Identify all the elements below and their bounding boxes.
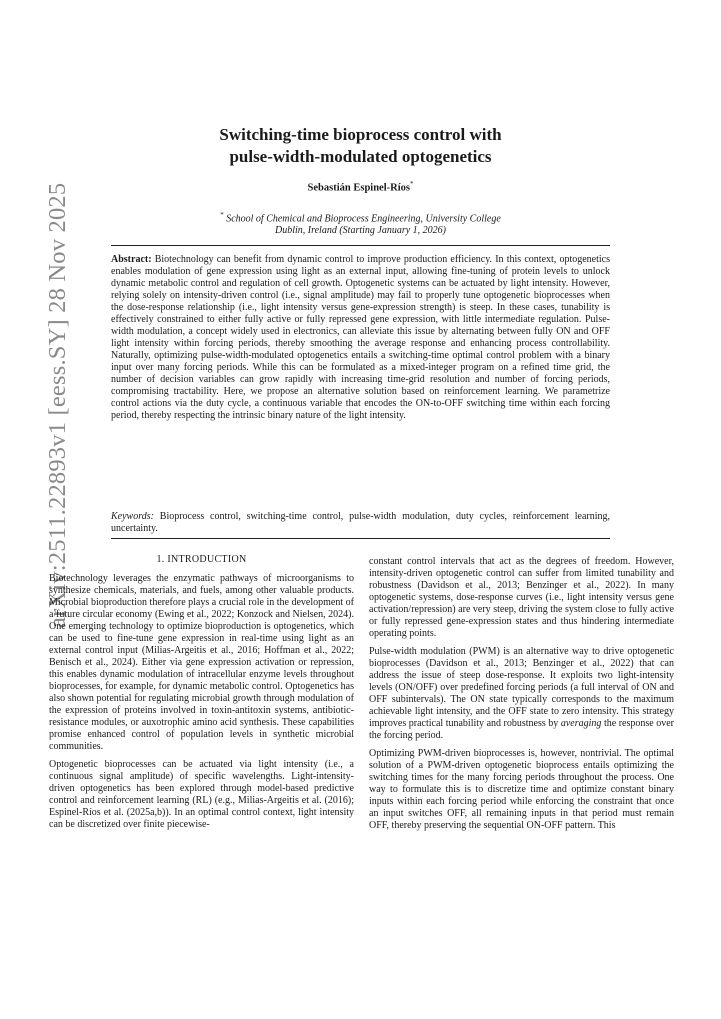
- abstract-block: [111, 254, 610, 422]
- author-text: Sebastián Espinel-Ríos: [307, 182, 410, 194]
- keywords-label: Keywords:: [111, 511, 154, 522]
- right-column: [369, 556, 674, 838]
- intro-paragraph-1: Biotechnology leverages the enzymatic pathways of microorganisms to synthesize chemicals, materials, and fuels, among other valuable products. Microbial bioproduction therefore plays a crucial role in the development of a future circular economy (Ewing et al., 2022; Konzock and Nielsen, 2024). One emerging technology to optimize bioproduction is optogenetics, which can be used to fine-tune gene expression in real-time using light as an external control input (Milias-Argeitis et al., 2016; Hoffman et al., 2022; Benisch et al., 2024). Either via gene expression activation or repression, this enables dynamic modulation of intracellular enzyme levels throughout bioprocesses, for example, for dynamic metabolic control. Optogenetics has also shown potential for regulating microbial growth through modulation of the expression of proteins involved in toxin-antitoxin systems, antibiotic-resistance modules, or auxotrophic amino acid synthesis. These capabilities promise enhanced control of population levels in synthetic microbial communities.: [49, 573, 354, 752]
- affiliation-mark: *: [220, 211, 224, 219]
- abstract-text: Biotechnology can benefit from dynamic control to improve production efficiency. In this context, optogenetics enables modulation of gene expression using light as an external input, allowing fine-tuning of protein levels to unlock dynamic metabolic control and regulation of cell growth. Optogenetic systems can be actuated by light intensity. However, relying solely on intensity-driven control (i.e., signal amplitude) may fail to properly tune optogenetic bioprocesses when the dose-response relationship (i.e., light intensity versus gene-expression strength) is steep. In these cases, tunability is effectively constrained to either fully active or fully repressed gene expression, with little intermediate regulation. Pulse-width modulation, a concept widely used in electronics, can alleviate this issue by alternating between fully ON and OFF light intensity within forcing periods, thereby smoothing the average response and enhancing process controllability. Naturally, optimizing pulse-width-modulated optogenetics entails a switching-time optimal control problem with a binary input over many forcing periods. While this can be formulated as a mixed-integer program on a refined time grid, the number of decision variables can grow rapidly with increasing time-grid resolution and number of forcing periods, compromising tractability. Here, we propose an alternative solution based on reinforcement learning. We parametrize control actions via the duty cycle, a continuous variable that encodes the ON-to-OFF switching time within each forcing period, thereby respecting the intrinsic binary nature of the light intensity.: [111, 254, 610, 421]
- pwm-text-before: Pulse-width modulation (PWM) is an alternative way to drive optogenetic bioprocesses (Davidson et al., 2013; Benzinger et al., 2022) that can address the issue of steep dose-response. It exploits two light-intensity levels (ON/OFF) over predefined forcing periods (a full interval of ON and OFF subintervals). The ON state typically corresponds to the maximum achievable light intensity, and the OFF state to zero intensity. This strategy improves practical tunability and robustness by: [369, 646, 674, 729]
- title-line-1: Switching-time bioprocess control with: [219, 125, 502, 144]
- keywords-block: [111, 511, 610, 535]
- intro-paragraph-5: Optimizing PWM-driven bioprocesses is, however, nontrivial. The optimal solution of a PWM-driven optogenetic bioprocess entails optimizing the switching times for the many forcing periods throughout the process. One way to formulate this is to discretize time and optimize constant binary inputs within each forcing period while enforcing the constraint that once an input switches OFF, all remaining inputs in that period must remain OFF, thereby preserving the sequential ON-OFF pattern. This: [369, 748, 674, 831]
- affiliation-line-1: School of Chemical and Bioprocess Engineering, University College: [226, 213, 501, 225]
- affiliation: [150, 209, 571, 237]
- keywords-text: Bioprocess control, switching-time control, pulse-width modulation, duty cycles, reinforcement learning, uncertainty.: [111, 511, 610, 534]
- intro-paragraph-3: constant control intervals that act as the degrees of freedom. However, intensity-driven optogenetic control can suffer from limited tunability and robustness (Davidson et al., 2013; Benzinger et al., 2022). In many optogenetic systems, dose-response curves (i.e., light intensity versus gene activation/repression) are very steep, driving the system close to fully active or fully repressed gene-expression states and thus hindering intermediate operating points.: [369, 556, 674, 639]
- title-line-2: pulse-width-modulated optogenetics: [229, 147, 492, 166]
- intro-paragraph-4: [369, 646, 674, 742]
- abstract-label: Abstract:: [111, 254, 152, 265]
- author-footnote-mark: *: [409, 180, 414, 188]
- paper-title: [150, 124, 571, 168]
- section-heading: 1. INTRODUCTION: [156, 554, 247, 565]
- pwm-emphasis: averaging: [560, 718, 602, 729]
- affiliation-line-2: Dublin, Ireland (Starting January 1, 2026): [274, 225, 446, 237]
- left-column: [49, 554, 354, 837]
- pwm-text-after: the response over the forcing period.: [369, 718, 675, 741]
- author-name: [150, 180, 571, 194]
- abstract-bottom-rule: [111, 538, 610, 539]
- intro-paragraph-2: Optogenetic bioprocesses can be actuated via light intensity (i.e., a continuous signal amplitude) of specific wavelengths. Light-intensity-driven optogenetics has been explored through model-based predictive control and reinforcement learning (RL) (e.g., Milias-Argeitis et al. (2016); Espinel-Ríos et al. (2025a,b)). In an optimal control context, light intensity can be discretized over finite piecewise-: [49, 759, 354, 830]
- arxiv-identifier: arXiv:2511.22893v1 [eess.SY] 28 Nov 2025: [44, 182, 71, 628]
- abstract-top-rule: [111, 245, 610, 246]
